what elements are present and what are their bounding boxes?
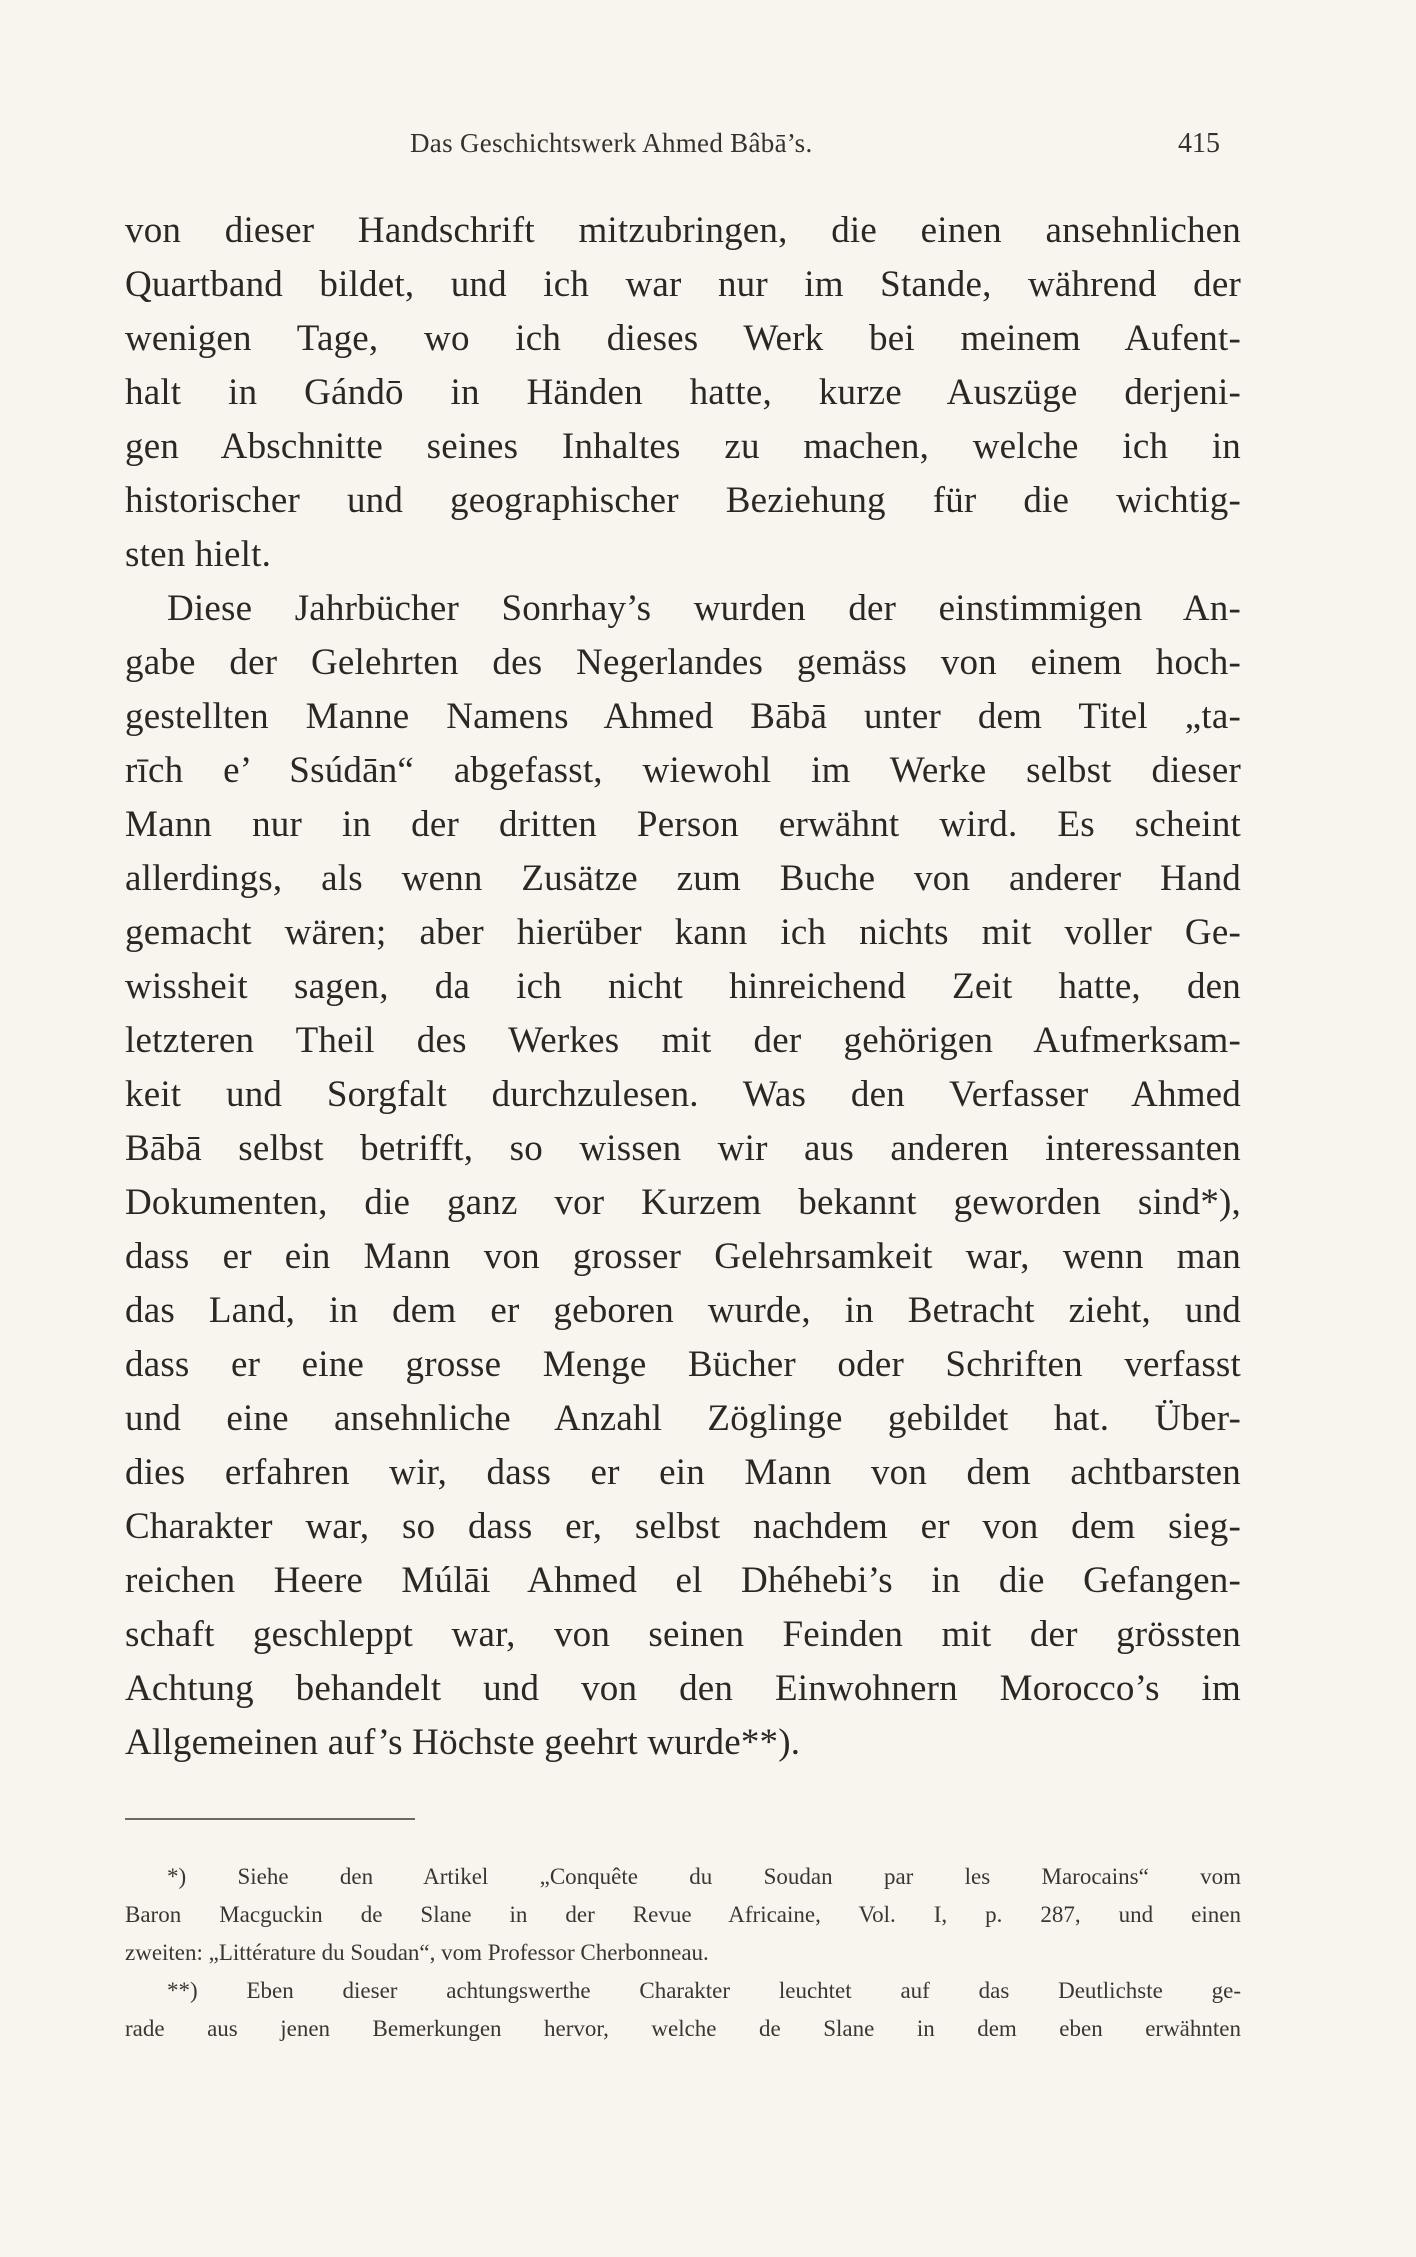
text-line: gen Abschnitte seines Inhaltes zu machen, welche ich in [125, 426, 1241, 467]
text-line: Mann nur in der dritten Person erwähnt wird. Es scheint [125, 804, 1241, 845]
text-line: halt in Gándō in Händen hatte, kurze Auszüge derjeni- [125, 372, 1241, 413]
text-line: Quartband bildet, und ich war nur im Stande, während der [125, 264, 1241, 305]
text-line: wenigen Tage, wo ich dieses Werk bei meinem Aufent- [125, 318, 1241, 359]
text-line: allerdings, als wenn Zusätze zum Buche von anderer Hand [125, 858, 1241, 899]
text-line: keit und Sorgfalt durchzulesen. Was den Verfasser Ahmed [125, 1074, 1241, 1115]
text-line: dass er eine grosse Menge Bücher oder Schriften verfasst [125, 1344, 1241, 1385]
text-line: Charakter war, so dass er, selbst nachdem er von dem sieg- [125, 1506, 1241, 1547]
text-line: Dokumenten, die ganz vor Kurzem bekannt geworden sind*), [125, 1182, 1241, 1223]
text-line: dass er ein Mann von grosser Gelehrsamkeit war, wenn man [125, 1236, 1241, 1277]
text-line: Allgemeinen auf’s Höchste geehrt wurde**). [125, 1722, 801, 1763]
footnotes [125, 1858, 1241, 2048]
text-line: Achtung behandelt und von den Einwohnern Morocco’s im [125, 1668, 1241, 1709]
text-line: letzteren Theil des Werkes mit der gehörigen Aufmerksam- [125, 1020, 1241, 1061]
footnote-line: zweiten: „Littérature du Soudan“, vom Professor Cherbonneau. [125, 1940, 709, 1965]
text-line: Bābā selbst betrifft, so wissen wir aus anderen interessanten [125, 1128, 1241, 1169]
footnote-line: **) Eben dieser achtungswerthe Charakter leuchtet auf das Deutlichste ge- [167, 1978, 1241, 2003]
text-line: rīch e’ Ssúdān“ abgefasst, wiewohl im Werke selbst dieser [125, 750, 1241, 791]
text-line: sten hielt. [125, 534, 272, 575]
text-line: gestellten Manne Namens Ahmed Bābā unter dem Titel „ta- [125, 696, 1241, 737]
text-line: Diese Jahrbücher Sonrhay’s wurden der einstimmigen An- [167, 588, 1241, 629]
text-line: historischer und geographischer Beziehung für die wichtig- [125, 480, 1241, 521]
text-line: das Land, in dem er geboren wurde, in Betracht zieht, und [125, 1290, 1241, 1331]
text-line: gemacht wären; aber hierüber kann ich nichts mit voller Ge- [125, 912, 1241, 953]
text-line: wissheit sagen, da ich nicht hinreichend Zeit hatte, den [125, 966, 1241, 1007]
body-text [125, 204, 1241, 1770]
footnote-line: *) Siehe den Artikel „Conquête du Soudan par les Marocains“ vom [167, 1864, 1241, 1889]
footnote-line: Baron Macguckin de Slane in der Revue Africaine, Vol. I, p. 287, und einen [125, 1902, 1241, 1927]
page-number: 415 [1178, 128, 1220, 159]
text-line: gabe der Gelehrten des Negerlandes gemäss von einem hoch- [125, 642, 1241, 683]
footnote-line: rade aus jenen Bemerkungen hervor, welche de Slane in dem eben erwähnten [125, 2016, 1241, 2041]
footnote-separator [125, 1818, 415, 1820]
text-line: dies erfahren wir, dass er ein Mann von dem achtbarsten [125, 1452, 1241, 1493]
text-line: reichen Heere Múlāi Ahmed el Dhéhebi’s in die Gefangen- [125, 1560, 1241, 1601]
text-line: von dieser Handschrift mitzubringen, die einen ansehnlichen [125, 210, 1241, 251]
text-line: und eine ansehnliche Anzahl Zöglinge gebildet hat. Über- [125, 1398, 1241, 1439]
text-line: schaft geschleppt war, von seinen Feinden mit der grössten [125, 1614, 1241, 1655]
running-title: Das Geschichtswerk Ahmed Bâbā’s. [410, 128, 813, 158]
